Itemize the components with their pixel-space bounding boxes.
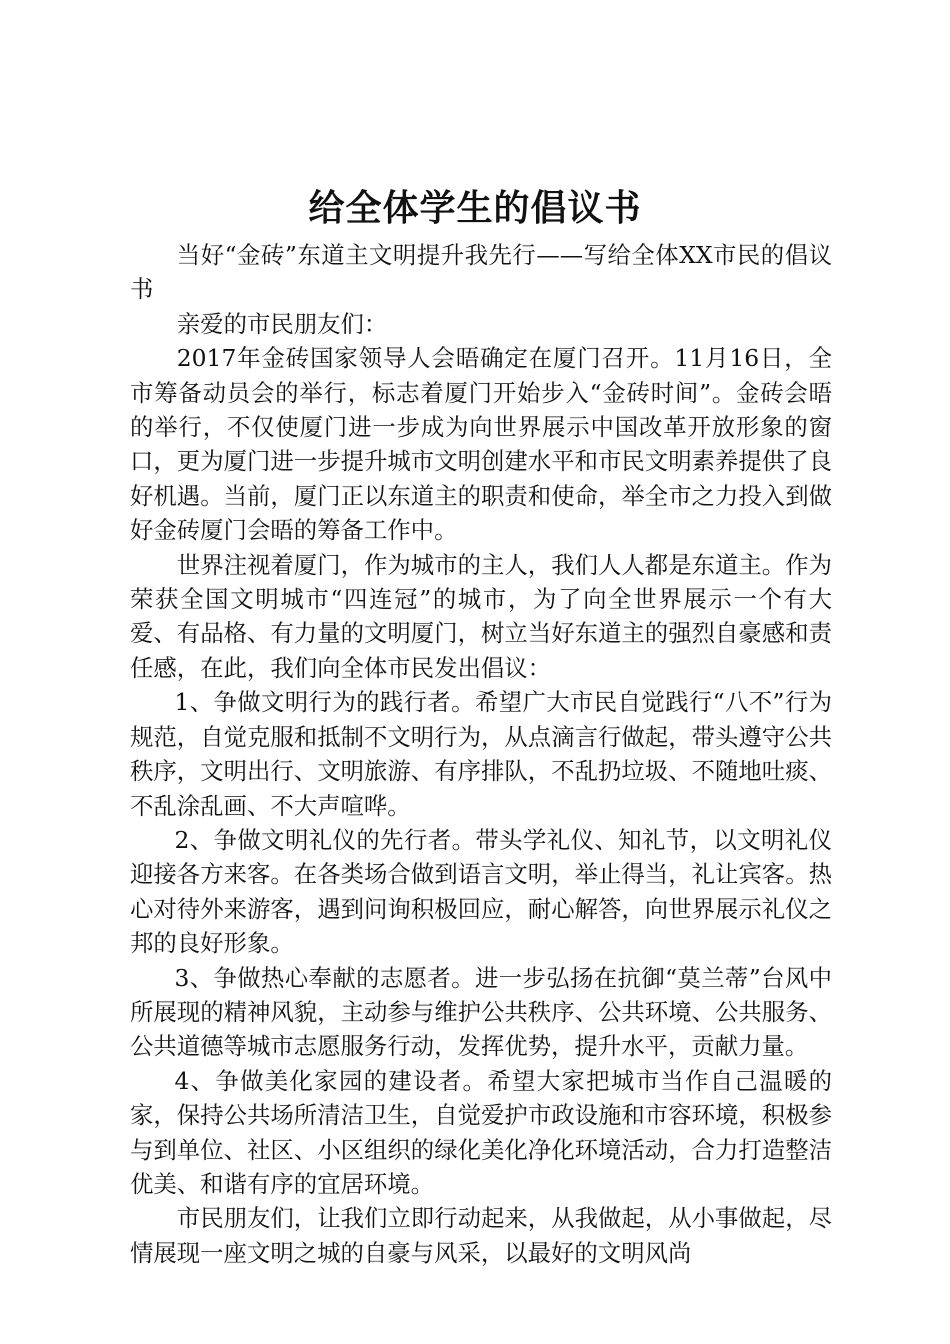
proposal-item-3: 3、争做热心奉献的志愿者。进一步弘扬在抗御“莫兰蒂”台风中所展现的精神风貌，主动参与维护公共秩序、公共环境、公共服务、公共道德等城市志愿服务行动，发挥优势，提升水平，贡献力量。	[130, 963, 832, 1061]
proposal-item-1: 1、争做文明行为的践行者。希望广大市民自觉践行“八不”行为规范，自觉克服和抵制不文明行为，从点滴言行做起，带头遵守公共秩序，文明出行、文明旅游、有序排队，不乱扔垃圾、不随地吐痰、不乱涂乱画、不大声喧哗。	[130, 688, 832, 820]
closing-paragraph: 市民朋友们，让我们立即行动起来，从我做起，从小事做起，尽情展现一座文明之城的自豪与风采，以最好的文明风尚	[130, 1204, 832, 1267]
proposal-item-2: 2、争做文明礼仪的先行者。带头学礼仪、知礼节，以文明礼仪迎接各方来客。在各类场合做到语言文明，举止得当，礼让宾客。热心对待外来游客，遇到问询积极回应，耐心解答，向世界展示礼仪之邦的良好形象。	[130, 825, 832, 958]
document-body	[130, 238, 832, 1270]
intro-paragraph: 2017年金砖国家领导人会晤确定在厦门召开。11月16日，全市筹备动员会的举行，标志着厦门开始步入“金砖时间”。金砖会晤的举行，不仅使厦门进一步成为向世界展示中国改革开放形象的窗口，更为厦门进一步提升城市文明创建水平和市民文明素养提供了良好机遇。当前，厦门正以东道主的职责和使命，举全市之力投入到做好金砖厦门会晤的筹备工作中。	[130, 344, 832, 545]
document-title: 给全体学生的倡议书	[308, 187, 642, 229]
salutation-paragraph: 亲爱的市民朋友们：	[176, 309, 388, 338]
context-paragraph: 世界注视着厦门，作为城市的主人，我们人人都是东道主。作为荣获全国文明城市“四连冠”的城市，为了向全世界展示一个有大爱、有品格、有力量的文明厦门，树立当好东道主的强烈自豪感和责任感，在此，我们向全体市民发出倡议：	[130, 550, 832, 682]
subtitle-paragraph: 当好“金砖”东道主文明提升我先行——写给全体XX市民的倡议书	[130, 241, 832, 304]
proposal-item-4: 4、争做美化家园的建设者。希望大家把城市当作自己温暖的家，保持公共场所清洁卫生，自觉爱护市政设施和市容环境，积极参与到单位、社区、小区组织的绿化美化净化环境活动，合力打造整洁优美、和谐有序的宜居环境。	[130, 1066, 832, 1198]
